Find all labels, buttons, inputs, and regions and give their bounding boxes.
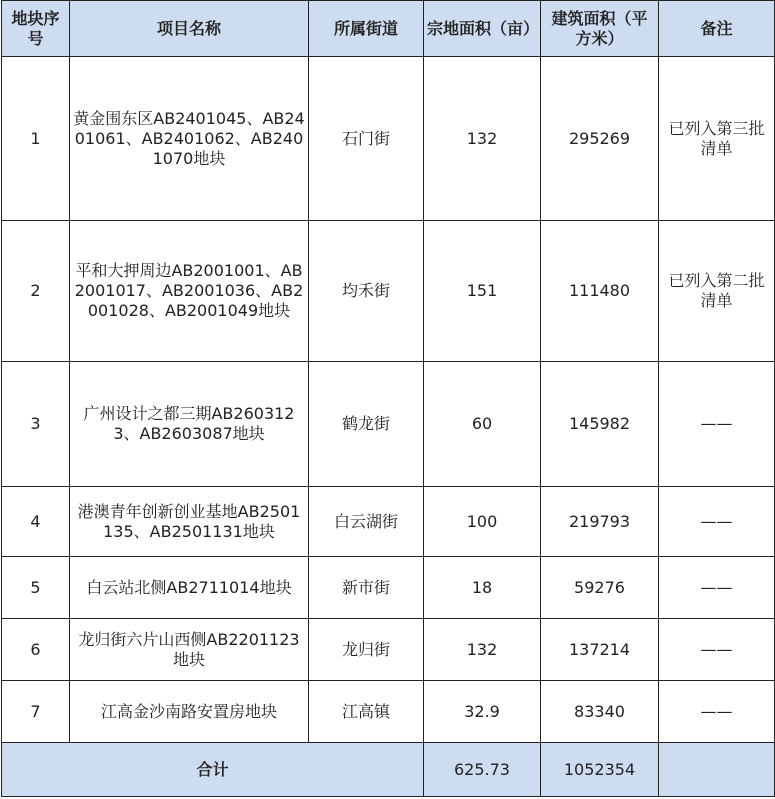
table-row bbox=[2, 362, 775, 487]
project-name: 黄金围东区AB2401045、AB2401061、AB2401062、AB2401070地块 bbox=[70, 57, 309, 221]
street: 新市街 bbox=[309, 557, 424, 619]
table-footer bbox=[2, 743, 775, 797]
header-land-area: 宗地面积（亩） bbox=[424, 1, 541, 57]
land-area: 132 bbox=[424, 57, 541, 221]
parcel-id: 5 bbox=[2, 557, 70, 619]
remark: 已列入第二批清单 bbox=[659, 221, 775, 362]
total-building-area: 1052354 bbox=[541, 743, 659, 797]
street: 鹤龙街 bbox=[309, 362, 424, 487]
table-row bbox=[2, 57, 775, 221]
remark: —— bbox=[659, 487, 775, 557]
total-row bbox=[2, 743, 775, 797]
street: 石门街 bbox=[309, 57, 424, 221]
land-area: 32.9 bbox=[424, 681, 541, 743]
total-land-area: 625.73 bbox=[424, 743, 541, 797]
street: 龙归街 bbox=[309, 619, 424, 681]
table-row bbox=[2, 681, 775, 743]
header-remark: 备注 bbox=[659, 1, 775, 57]
land-area: 151 bbox=[424, 221, 541, 362]
building-area: 111480 bbox=[541, 221, 659, 362]
project-name: 龙归街六片山西侧AB2201123地块 bbox=[70, 619, 309, 681]
header-building-area: 建筑面积（平方米） bbox=[541, 1, 659, 57]
table-row bbox=[2, 619, 775, 681]
total-remark bbox=[659, 743, 775, 797]
project-name: 平和大押周边AB2001001、AB2001017、AB2001036、AB2001028、AB2001049地块 bbox=[70, 221, 309, 362]
building-area: 83340 bbox=[541, 681, 659, 743]
remark: —— bbox=[659, 362, 775, 487]
land-area: 60 bbox=[424, 362, 541, 487]
remark: —— bbox=[659, 557, 775, 619]
project-name: 广州设计之都三期AB2603123、AB2603087地块 bbox=[70, 362, 309, 487]
remark: —— bbox=[659, 619, 775, 681]
header-street: 所属街道 bbox=[309, 1, 424, 57]
building-area: 219793 bbox=[541, 487, 659, 557]
street: 均禾街 bbox=[309, 221, 424, 362]
land-area: 18 bbox=[424, 557, 541, 619]
building-area: 137214 bbox=[541, 619, 659, 681]
street: 江高镇 bbox=[309, 681, 424, 743]
land-area: 132 bbox=[424, 619, 541, 681]
table-row bbox=[2, 221, 775, 362]
parcel-id: 7 bbox=[2, 681, 70, 743]
parcel-id: 2 bbox=[2, 221, 70, 362]
street: 白云湖街 bbox=[309, 487, 424, 557]
header-row bbox=[2, 1, 775, 57]
building-area: 295269 bbox=[541, 57, 659, 221]
building-area: 59276 bbox=[541, 557, 659, 619]
remark: 已列入第三批清单 bbox=[659, 57, 775, 221]
parcel-id: 4 bbox=[2, 487, 70, 557]
header-parcel-id: 地块序号 bbox=[2, 1, 70, 57]
header-project-name: 项目名称 bbox=[70, 1, 309, 57]
parcel-id: 6 bbox=[2, 619, 70, 681]
land-area: 100 bbox=[424, 487, 541, 557]
project-name: 港澳青年创新创业基地AB2501135、AB2501131地块 bbox=[70, 487, 309, 557]
total-label: 合计 bbox=[2, 743, 424, 797]
parcel-id: 1 bbox=[2, 57, 70, 221]
project-name: 白云站北侧AB2711014地块 bbox=[70, 557, 309, 619]
project-name: 江高金沙南路安置房地块 bbox=[70, 681, 309, 743]
table-row bbox=[2, 557, 775, 619]
building-area: 145982 bbox=[541, 362, 659, 487]
table-header bbox=[2, 1, 775, 57]
land-parcel-table bbox=[1, 0, 775, 797]
parcel-id: 3 bbox=[2, 362, 70, 487]
table-body bbox=[2, 57, 775, 743]
remark: —— bbox=[659, 681, 775, 743]
table-row bbox=[2, 487, 775, 557]
